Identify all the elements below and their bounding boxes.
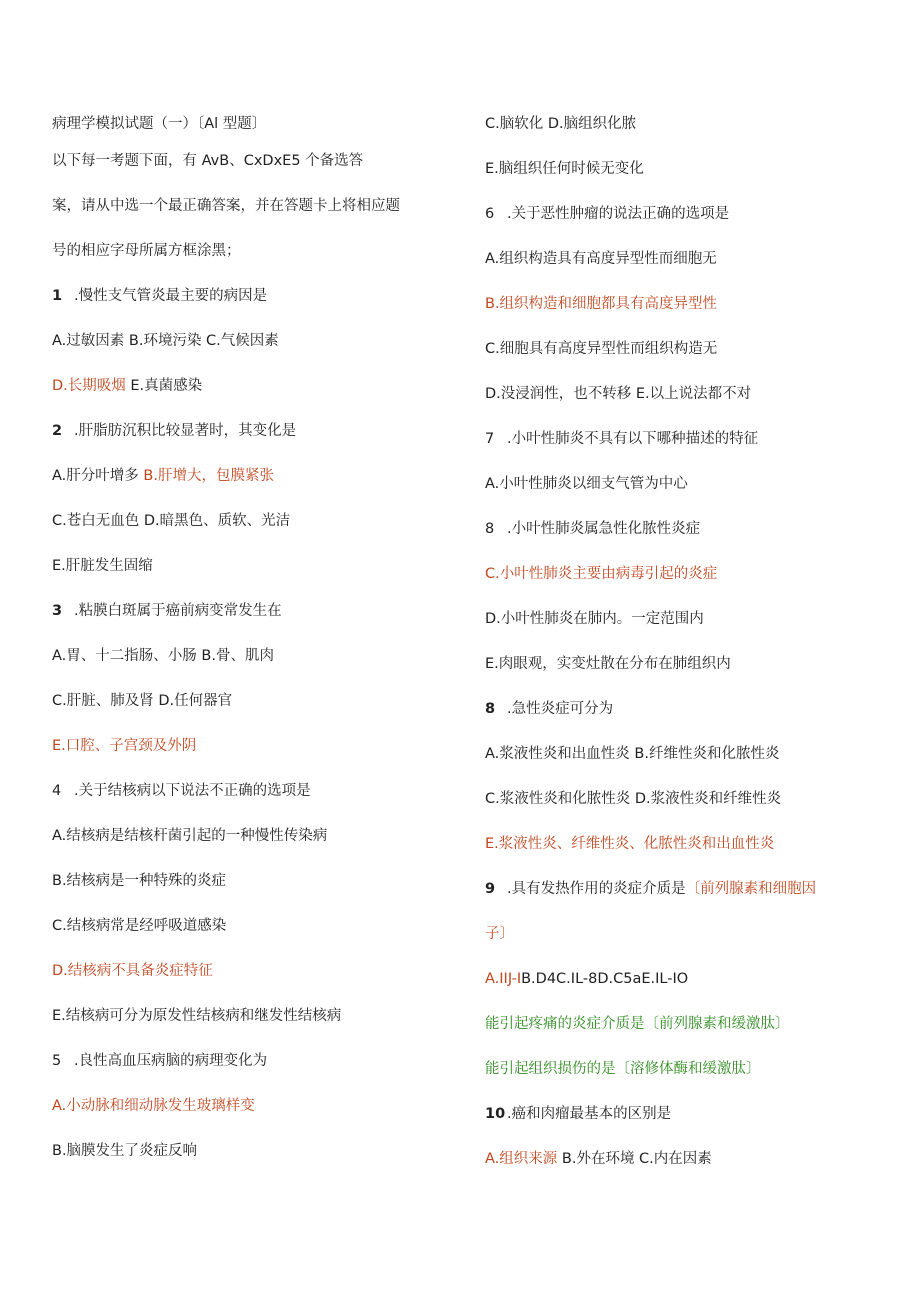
question-number: 4 — [52, 783, 62, 799]
right-line-22 — [485, 1105, 671, 1123]
left-line-14 — [52, 737, 196, 755]
text-segment: A.浆液性炎和出血性炎 B.纤维性炎和化脓性炎 — [485, 746, 780, 762]
left-line-4 — [52, 287, 267, 305]
left-line-0 — [52, 115, 266, 133]
question-number: 5 — [52, 1053, 62, 1069]
right-line-12 — [485, 655, 731, 673]
text-segment: 能引起组织损伤的是〔溶修体酶和缓激肽〕 — [485, 1061, 761, 1077]
text-segment: .小叶性肺炎不具有以下哪种描述的特征 — [507, 431, 759, 447]
left-line-21 — [52, 1052, 267, 1070]
right-line-2 — [485, 205, 729, 223]
text-segment: B.外在环境 C.内在因素 — [557, 1151, 712, 1167]
right-line-17 — [485, 880, 816, 898]
left-line-5 — [52, 332, 279, 350]
right-line-16 — [485, 835, 774, 853]
left-line-6 — [52, 377, 202, 395]
right-line-15 — [485, 790, 781, 808]
right-line-8 — [485, 475, 688, 493]
text-segment: .肝脂肪沉积比较显著时，其变化是 — [74, 423, 297, 439]
right-line-11 — [485, 610, 704, 628]
text-segment: B.结核病是一种特殊的炎症 — [52, 873, 227, 889]
text-segment: A.小动脉和细动脉发生玻璃样变 — [52, 1098, 255, 1114]
text-segment: B.组织构造和细胞都具有高度异型性 — [485, 296, 718, 312]
left-line-8 — [52, 467, 274, 485]
left-line-10 — [52, 557, 153, 575]
text-segment: C.苍白无血色 D.暗黑色、质软、光洁 — [52, 513, 291, 529]
left-line-2 — [52, 197, 400, 215]
text-segment: 能引起疼痛的炎症介质是〔前列腺素和缓激肽〕 — [485, 1016, 790, 1032]
text-segment: .良性高血压病脑的病理变化为 — [74, 1053, 268, 1069]
text-segment: E.真菌感染 — [125, 378, 203, 394]
left-line-19 — [52, 962, 213, 980]
text-segment: .关于结核病以下说法不正确的选项是 — [74, 783, 311, 799]
text-segment: D.结核病不具备炎症特征 — [52, 963, 213, 979]
text-segment: 子〕 — [485, 926, 514, 942]
right-line-5 — [485, 340, 717, 358]
text-segment: .粘膜白斑属于癌前病变常发生在 — [74, 603, 282, 619]
right-line-3 — [485, 250, 717, 268]
left-line-17 — [52, 872, 226, 890]
text-segment: C.小叶性肺炎主要由病毒引起的炎症 — [485, 566, 718, 582]
text-segment: C.脑软化 D.脑组织化脓 — [485, 116, 637, 132]
question-number: 3 — [52, 603, 63, 619]
text-segment: A.肝分叶增多 — [52, 468, 144, 484]
text-segment: A.组织来源 — [485, 1151, 558, 1167]
left-line-18 — [52, 917, 226, 935]
left-line-12 — [52, 647, 274, 665]
right-line-6 — [485, 385, 751, 403]
left-line-20 — [52, 1007, 341, 1025]
text-segment: D.长期吸烟 — [52, 378, 126, 394]
left-line-3 — [52, 242, 241, 260]
text-segment: A.结核病是结核杆菌引起的一种慢性传染病 — [52, 828, 328, 844]
text-segment: A.过敏因素 B.环境污染 C.气候因素 — [52, 333, 279, 349]
text-segment: 案，请从中选一个最正确答案，并在答题卡上将相应题 — [52, 198, 400, 214]
right-line-14 — [485, 745, 779, 763]
text-segment: .急性炎症可分为 — [507, 701, 614, 717]
question-number: 10 — [485, 1106, 506, 1122]
text-segment: .慢性支气管炎最主要的病因是 — [74, 288, 268, 304]
question-number: 7 — [485, 431, 495, 447]
text-segment: D.小叶性肺炎在肺内。一定范围内 — [485, 611, 704, 627]
left-line-22 — [52, 1097, 255, 1115]
text-segment: E.结核病可分为原发性结核病和继发性结核病 — [52, 1008, 342, 1024]
text-segment: .关于恶性肿瘤的说法正确的选项是 — [507, 206, 730, 222]
left-line-23 — [52, 1142, 197, 1160]
right-line-10 — [485, 565, 717, 583]
left-line-15 — [52, 782, 311, 800]
question-number: 2 — [52, 423, 63, 439]
right-line-20 — [485, 1015, 790, 1033]
question-number: 6 — [485, 206, 495, 222]
text-segment: B.脑膜发生了炎症反响 — [52, 1143, 198, 1159]
question-number: 8 — [485, 521, 495, 537]
left-line-11 — [52, 602, 282, 620]
text-segment: 病理学模拟试题（一）〔Al 型题〕 — [52, 116, 267, 132]
text-segment: A.胃、十二指肠、小肠 B.骨、肌肉 — [52, 648, 274, 664]
text-segment: .具有发热作用的炎症介质是 — [507, 881, 686, 897]
left-line-13 — [52, 692, 232, 710]
text-segment: 以下每一考题下面，有 AvB、CxDxE5 个备选答 — [52, 153, 364, 169]
text-segment: 号的相应字母所属方框涂黑； — [52, 243, 241, 259]
text-segment: C.肝脏、肺及肾 D.任何器官 — [52, 693, 233, 709]
right-line-4 — [485, 295, 717, 313]
right-line-7 — [485, 430, 758, 448]
left-line-1 — [52, 152, 363, 170]
right-line-18 — [485, 925, 514, 943]
right-line-23 — [485, 1150, 712, 1168]
text-segment: E.肝脏发生固缩 — [52, 558, 153, 574]
question-number: 1 — [52, 288, 63, 304]
text-segment: E.脑组织任何时候无变化 — [485, 161, 644, 177]
right-line-9 — [485, 520, 700, 538]
text-segment: B.D4C.IL-8D.C5aE.IL-IO — [521, 971, 689, 987]
text-segment: D.没浸润性，也不转移 E.以上说法都不对 — [485, 386, 752, 402]
text-segment: E.口腔、子宫颈及外阴 — [52, 738, 197, 754]
text-segment: B.肝增大，包膜紧张 — [143, 468, 274, 484]
text-segment: .癌和肉瘤最基本的区别是 — [507, 1106, 672, 1122]
text-segment: A.IIJ-I — [485, 971, 522, 987]
text-segment: .小叶性肺炎属急性化脓性炎症 — [507, 521, 701, 537]
text-segment: A.组织构造具有高度异型性而细胞无 — [485, 251, 717, 267]
question-number: 8 — [485, 701, 496, 717]
right-line-13 — [485, 700, 613, 718]
text-segment: A.小叶性肺炎以细支气管为中心 — [485, 476, 688, 492]
text-segment: E.肉眼观，实变灶散在分布在肺组织内 — [485, 656, 731, 672]
text-segment: C.浆液性炎和化脓性炎 D.浆液性炎和纤维性炎 — [485, 791, 782, 807]
text-segment: C.细胞具有高度异型性而组织构造无 — [485, 341, 718, 357]
text-segment: C.结核病常是经呼吸道感染 — [52, 918, 227, 934]
right-line-21 — [485, 1060, 761, 1078]
text-segment: E.浆液性炎、纤维性炎、化脓性炎和出血性炎 — [485, 836, 775, 852]
right-line-0 — [485, 115, 636, 133]
text-segment: 〔前列腺素和细胞因 — [685, 881, 817, 897]
left-line-9 — [52, 512, 290, 530]
right-line-1 — [485, 160, 644, 178]
left-line-16 — [52, 827, 327, 845]
question-number: 9 — [485, 881, 496, 897]
left-line-7 — [52, 422, 296, 440]
right-line-19 — [485, 970, 688, 988]
